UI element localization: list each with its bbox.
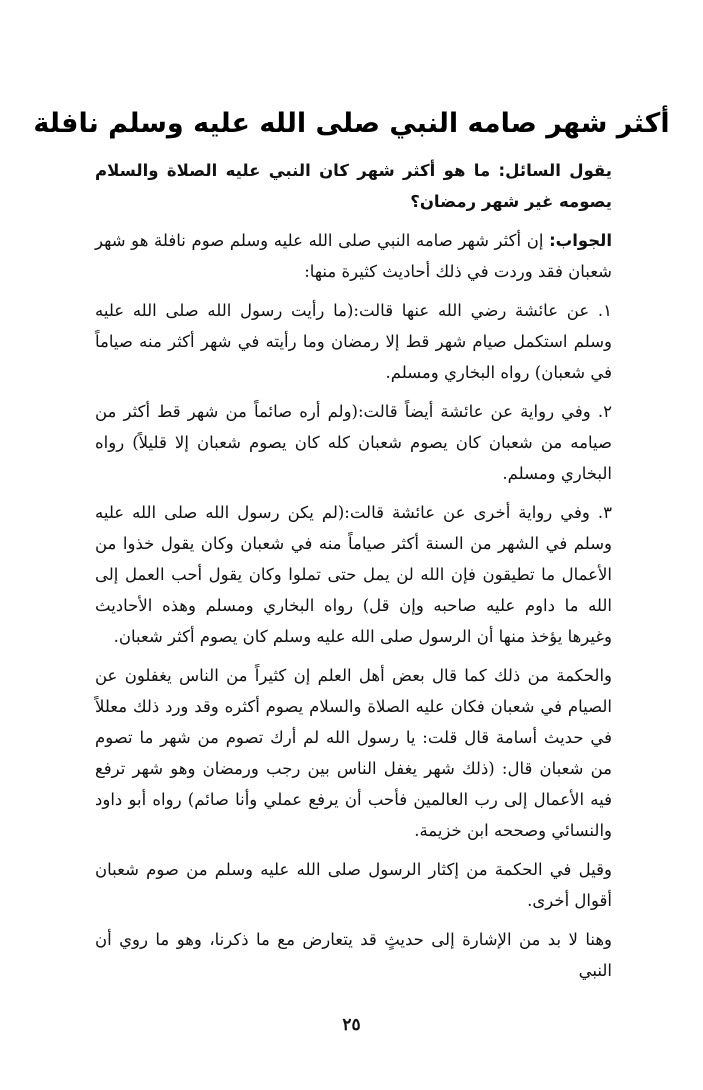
hadith-1-lead: ١. عن عائشة رضي الله عنها قالت: xyxy=(353,301,612,320)
page-title: أكثر شهر صامه النبي صلى الله عليه وسلم نافلة xyxy=(33,108,670,139)
question-paragraph xyxy=(95,155,612,217)
hadith-2-text: (ولم أره صائماً من شهر قط أكثر من صيامه من شعبان كان يصوم شعبان كله كان يصوم شعبان إلا قليلاً) رواه البخاري ومسلم. xyxy=(95,402,612,483)
wisdom-text: والحكمة من ذلك كما قال بعض أهل العلم إن كثيراً من الناس يغفلون عن الصيام في شعبان فكان عليه الصلاة والسلام يصوم أكثره وقد ورد ذلك معللاً في حديث أسامة قال قلت: يا رسول الله لم أرك تصوم من شهر ما تصوم من شعبان قال: (ذلك شهر يغفل الناس بين رجب ورمضان وهو شهر ترفع فيه الأعمال إلى رب العالمين فأحب أن يرفع عملي وأنا صائم) رواه أبو داود والنسائي وصححه ابن خزيمة. xyxy=(95,666,612,840)
answer-paragraph xyxy=(95,225,612,287)
hadith-2-paragraph xyxy=(95,396,612,489)
other-sayings-paragraph xyxy=(95,854,612,916)
hadith-3-paragraph xyxy=(95,497,612,652)
hadith-3-text: (لم يكن رسول الله صلى الله عليه وسلم في الشهر من السنة أكثر صياماً منه في شعبان وكان يقول خذوا من الأعمال ما تطيقون فإن الله لن يمل حتى تملوا وكان يقول أحب العمل إلى الله ما داوم عليه صاحبه وإن قل) رواه البخاري ومسلم وهذه الأحاديث وغيرها يؤخذ منها أن الرسول صلى الله عليه وسلم كان يصوم أكثر شعبان. xyxy=(95,503,612,646)
note-text: وهنا لا بد من الإشارة إلى حديثٍ قد يتعارض مع ما ذكرنا، وهو ما روي أن النبي xyxy=(95,930,612,980)
hadith-1-paragraph xyxy=(95,295,612,388)
question-text: يقول السائل: ما هو أكثر شهر كان النبي عليه الصلاة والسلام يصومه غير شهر رمضان؟ xyxy=(95,161,612,211)
wisdom-paragraph xyxy=(95,660,612,846)
answer-text: إن أكثر شهر صامه النبي صلى الله عليه وسلم صوم نافلة هو شهر شعبان فقد وردت في ذلك أحاديث كثيرة منها: xyxy=(95,231,612,281)
other-sayings-text: وقيل في الحكمة من إكثار الرسول صلى الله عليه وسلم من صوم شعبان أقوال أخرى. xyxy=(95,860,612,910)
hadith-1-text: (ما رأيت رسول الله صلى الله عليه وسلم استكمل صيام شهر قط إلا رمضان وما رأيته في شهر أكثر منه صياماً في شعبان) رواه البخاري ومسلم. xyxy=(95,301,612,382)
page-number: ٢٥ xyxy=(342,1015,361,1035)
article-body xyxy=(95,155,612,994)
answer-lead: الجواب: xyxy=(549,231,612,250)
note-paragraph xyxy=(95,924,612,986)
hadith-3-lead: ٣. وفي رواية أخرى عن عائشة قالت: xyxy=(344,503,612,522)
hadith-2-lead: ٢. وفي رواية عن عائشة أيضاً قالت: xyxy=(357,402,612,421)
